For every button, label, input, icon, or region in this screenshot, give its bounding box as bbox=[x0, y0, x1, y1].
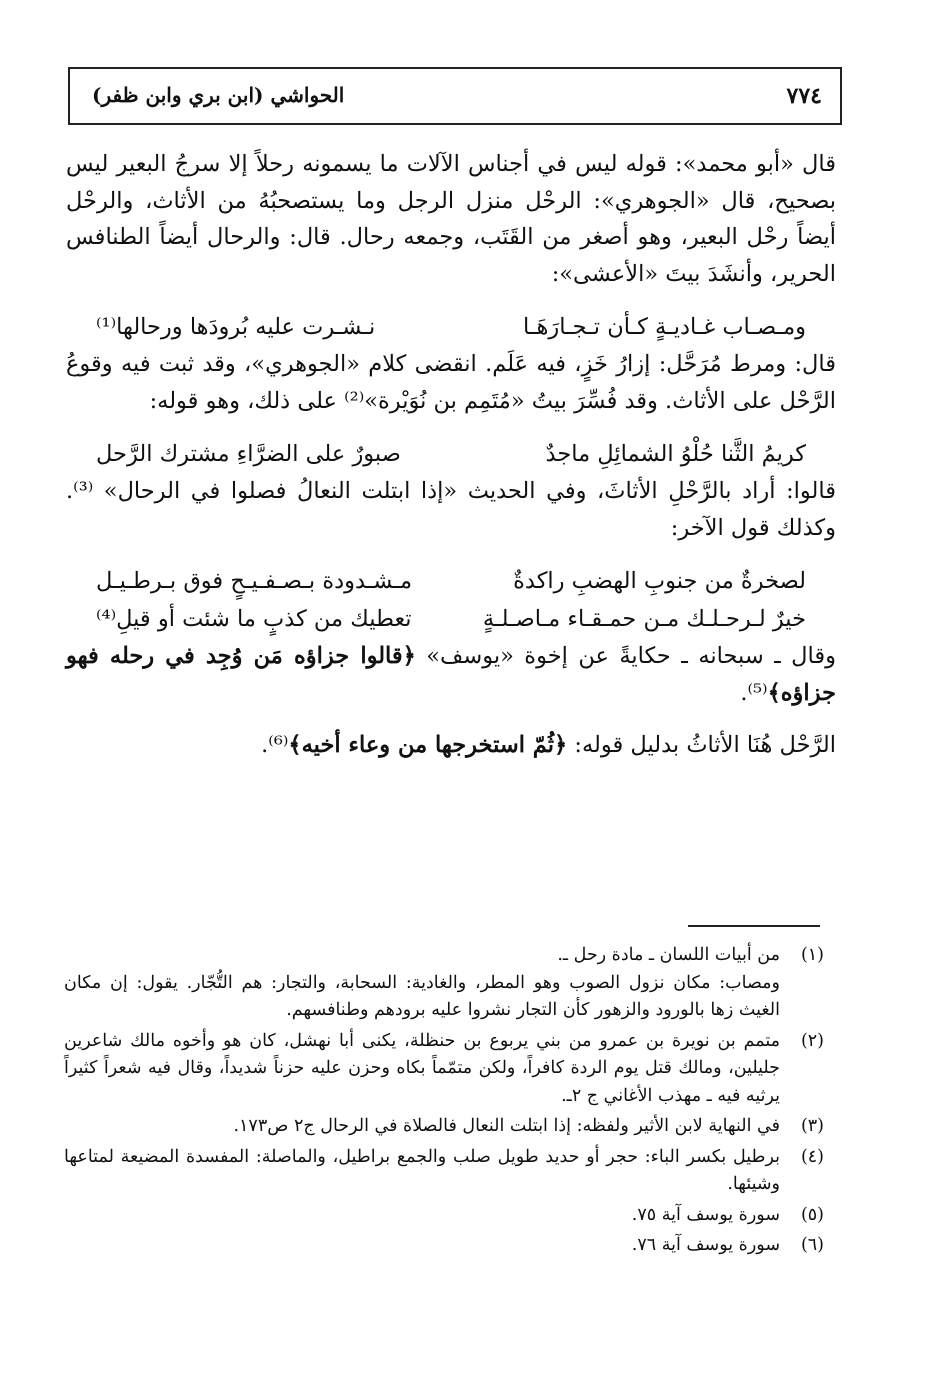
footnote-number: (٤) bbox=[800, 1146, 824, 1167]
paragraph bbox=[66, 727, 836, 764]
footnote-text: برطيل بكسر الباء: حجر أو حديد طويل صلب والجمع براطيل، والماصلة: المفسدة المضيعة لمتاعها وشيئها. bbox=[64, 1146, 780, 1194]
verse-second-hemistich: مـشـدودة بـصـفـيـحٍ فوق بـرطـيـل bbox=[96, 568, 413, 594]
footnote-ref: ⁽⁶⁾. bbox=[261, 732, 289, 758]
verse-second-hemistich: نـشـرت عليه بُرودَها ورحالها⁽¹⁾ bbox=[96, 314, 376, 340]
verse-first-hemistich: خيرٌ لـرحـلـك مـن حمـقـاء مـاصـلـةٍ bbox=[482, 606, 806, 632]
main-text bbox=[66, 146, 836, 764]
footnote bbox=[64, 1202, 824, 1230]
footnote-number: (١) bbox=[800, 945, 824, 965]
verse-first-hemistich: لصخرةٌ من جنوبِ الهضبِ راكدةٌ bbox=[513, 568, 806, 594]
verse-second-hemistich: تعطيك من كذبٍ ما شئت أو قيلِ⁽⁴⁾ bbox=[96, 606, 412, 632]
footnote-separator bbox=[688, 925, 820, 927]
footnote bbox=[64, 1028, 824, 1111]
verse-line bbox=[66, 308, 836, 346]
paragraph: قالوا: أراد بالرَّحْلِ الأثاثَ، وفي الحديث «إذا ابتلت النعالُ فصلوا في الرحال» ⁽³⁾. وكذلك قول الآخر: bbox=[66, 478, 836, 541]
page-number: ٧٧٤ bbox=[786, 83, 822, 109]
footnote-text: سورة يوسف آية ٧٦. bbox=[631, 1235, 780, 1255]
paragraph: قال: ومرط مُرَحَّل: إزارُ خَزٍ، فيه عَلَم. انقضى كلام «الجوهري»، وقد ثبت فيه وقوعُ الرَّحْل على الأثاث. وقد فُسِّرَ بيتُ «مُتَمِم بن نُوَيْرة»⁽²⁾ على ذلك، وهو قوله: bbox=[66, 351, 836, 414]
paragraph-text: الرَّحْل هُنَا الأثاثُ بدليل قوله: bbox=[567, 732, 836, 758]
footnote-text: متمم بن نويرة بن عمرو من بني يربوع بن حنظلة، يكنى أبا نهشل، كان هو وأخوه مالك شاعرين جليلين، ومالك قتل يوم الردة كافراً، ولكن متمّماً بكاه وحزن عليه حزناً شديداً، وقال فيه شعراً كثيراً يرثيه فيه ـ مهذب الأغاني ج ٢ـ. bbox=[64, 1030, 780, 1106]
verse-line bbox=[66, 562, 836, 600]
footnote-text: سورة يوسف آية ٧٥. bbox=[631, 1204, 780, 1225]
footnote-text: من أبيات اللسان ـ مادة رحل ـ. bbox=[557, 945, 780, 965]
footnote-number: (٥) bbox=[800, 1204, 824, 1225]
footnote bbox=[64, 1113, 824, 1141]
footnote-number: (٦) bbox=[800, 1235, 824, 1255]
verse-first-hemistich: كريمُ الثَّنا حُلْوُ الشمائِلِ ماجدٌ bbox=[545, 441, 806, 467]
paragraph bbox=[66, 638, 836, 711]
paragraph: قال «أبو محمد»: قوله ليس في أجناس الآلات ما يسمونه رحلاً إلا سرجُ البعير ليس بصحيح، قال «الجوهري»: الرحْل منزل الرجل وما يستصحبُهُ من الأثاث، والرحْل أيضاً رحْل البعير، وهو أصغر من القَتَب، وجمعه رحال. قال: والرحال أيضاً الطنافس الحرير، وأنشَدَ بيتَ «الأعشى»: bbox=[66, 151, 836, 287]
running-title: الحواشي (ابن بري وابن ظفر) bbox=[92, 83, 345, 107]
footnote-number: (٢) bbox=[800, 1030, 824, 1051]
footnotes bbox=[64, 942, 824, 1261]
footnote-text: ومصاب: مكان نزول الصوب وهو المطر، والغادية: السحابة، والتجار: هم التُّجّار. يقول: إن مكان الغيث زها بالورود والزهور كأن التجار نشروا عليه برودهم وطنافسهم. bbox=[64, 972, 780, 1020]
footnote-text: في النهاية لابن الأثير ولفظه: إذا ابتلت النعال فالصلاة في الرحال ج٢ ص١٧٣. bbox=[233, 1116, 780, 1136]
footnote-ref: ⁽⁵⁾. bbox=[740, 679, 768, 706]
quran-quote: ﴿ثُمّ استخرجها من وعاء أخيه﴾ bbox=[288, 732, 568, 758]
quran-quote: ﴿قالوا جزاؤه مَن وُجِد في رحله فهو جزاؤه﴾ bbox=[66, 643, 836, 706]
verse-line bbox=[66, 435, 836, 473]
paragraph-text: وقال ـ سبحانه ـ حكايةً عن إخوة «يوسف» bbox=[415, 643, 836, 669]
footnote bbox=[64, 942, 824, 1025]
verse-line bbox=[66, 600, 836, 638]
verse-second-hemistich: صبورٌ على الضرَّاءِ مشترك الرَّحل bbox=[96, 441, 401, 467]
footnote bbox=[64, 1232, 824, 1260]
page-header bbox=[68, 67, 842, 125]
verse-first-hemistich: ومـصـاب غـاديـةٍ كـأن تـجـارَهَـا bbox=[523, 314, 806, 340]
footnote-number: (٣) bbox=[800, 1116, 824, 1136]
footnote bbox=[64, 1144, 824, 1199]
